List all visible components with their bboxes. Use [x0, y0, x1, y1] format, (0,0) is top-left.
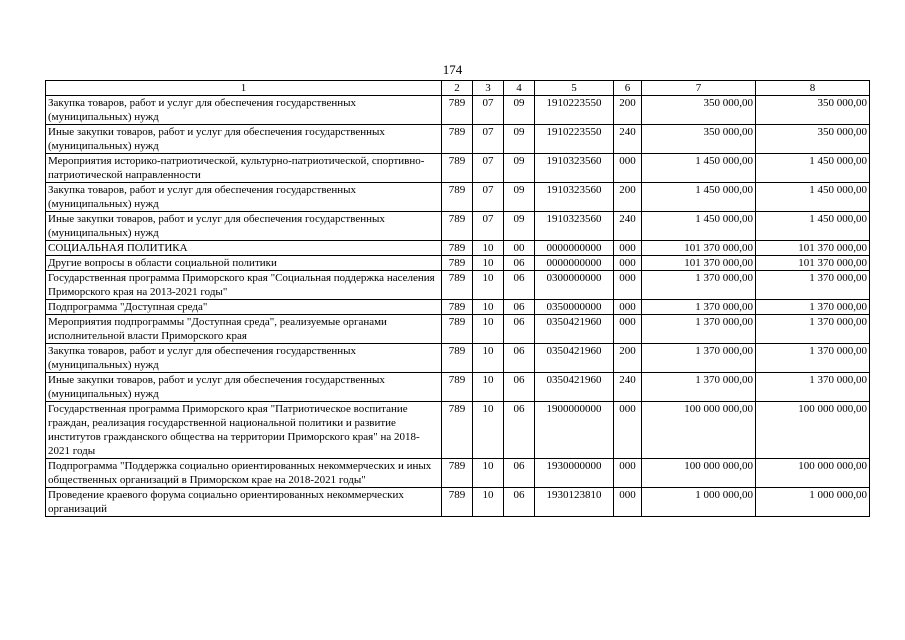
row-section-cell: 10 [473, 271, 504, 300]
row-subsection-cell: 06 [504, 300, 535, 315]
row-section-cell: 10 [473, 488, 504, 517]
row-amount-cell: 1 450 000,00 [756, 183, 870, 212]
table-row [46, 241, 870, 256]
row-code-cell: 789 [442, 315, 473, 344]
row-amount-cell: 1 370 000,00 [642, 271, 756, 300]
row-type-cell: 240 [614, 373, 642, 402]
row-subsection-cell: 09 [504, 154, 535, 183]
row-type-cell: 240 [614, 125, 642, 154]
row-type-cell: 000 [614, 402, 642, 459]
row-code-cell: 789 [442, 241, 473, 256]
row-name-cell: Подпрограмма "Поддержка социально ориентированных некоммерческих и иных общественных организаций в Приморском крае на 2018-2021 годы" [46, 459, 442, 488]
row-amount-cell: 1 450 000,00 [642, 183, 756, 212]
row-name-cell: Закупка товаров, работ и услуг для обеспечения государственных (муниципальных) нужд [46, 183, 442, 212]
row-target-cell: 1910223550 [535, 125, 614, 154]
row-amount-cell: 1 450 000,00 [756, 212, 870, 241]
row-target-cell: 1930000000 [535, 459, 614, 488]
row-section-cell: 10 [473, 315, 504, 344]
row-amount-cell: 1 370 000,00 [642, 300, 756, 315]
row-section-cell: 10 [473, 300, 504, 315]
row-code-cell: 789 [442, 183, 473, 212]
row-code-cell: 789 [442, 344, 473, 373]
page-number: 174 [442, 62, 463, 77]
table-body [46, 96, 870, 517]
row-subsection-cell: 09 [504, 183, 535, 212]
row-amount-cell: 1 370 000,00 [756, 344, 870, 373]
row-target-cell: 1910323560 [535, 212, 614, 241]
row-code-cell: 789 [442, 212, 473, 241]
table-row [46, 256, 870, 271]
row-code-cell: 789 [442, 459, 473, 488]
table-row [46, 300, 870, 315]
row-code-cell: 789 [442, 256, 473, 271]
row-target-cell: 0000000000 [535, 256, 614, 271]
row-subsection-cell: 06 [504, 315, 535, 344]
row-type-cell: 000 [614, 241, 642, 256]
row-subsection-cell: 09 [504, 96, 535, 125]
row-target-cell: 1900000000 [535, 402, 614, 459]
row-section-cell: 07 [473, 212, 504, 241]
row-type-cell: 000 [614, 488, 642, 517]
table-row [46, 373, 870, 402]
row-subsection-cell: 06 [504, 459, 535, 488]
row-target-cell: 0350421960 [535, 373, 614, 402]
row-subsection-cell: 09 [504, 212, 535, 241]
row-target-cell: 0300000000 [535, 271, 614, 300]
row-amount-cell: 1 000 000,00 [642, 488, 756, 517]
budget-table [45, 80, 870, 517]
row-amount-cell: 1 000 000,00 [756, 488, 870, 517]
row-subsection-cell: 06 [504, 271, 535, 300]
row-type-cell: 240 [614, 212, 642, 241]
row-target-cell: 1930123810 [535, 488, 614, 517]
row-code-cell: 789 [442, 271, 473, 300]
row-subsection-cell: 06 [504, 256, 535, 271]
row-amount-cell: 101 370 000,00 [642, 256, 756, 271]
row-amount-cell: 350 000,00 [756, 96, 870, 125]
row-name-cell: Иные закупки товаров, работ и услуг для обеспечения государственных (муниципальных) нужд [46, 212, 442, 241]
row-type-cell: 000 [614, 315, 642, 344]
header-cell: 4 [504, 81, 535, 96]
row-name-cell: Государственная программа Приморского края "Социальная поддержка населения Приморского края на 2013-2021 годы" [46, 271, 442, 300]
row-amount-cell: 101 370 000,00 [642, 241, 756, 256]
header-cell: 3 [473, 81, 504, 96]
header-cell: 6 [614, 81, 642, 96]
row-code-cell: 789 [442, 96, 473, 125]
row-amount-cell: 1 370 000,00 [756, 315, 870, 344]
row-amount-cell: 1 450 000,00 [642, 154, 756, 183]
row-type-cell: 200 [614, 96, 642, 125]
row-subsection-cell: 06 [504, 488, 535, 517]
header-cell: 8 [756, 81, 870, 96]
header-cell: 2 [442, 81, 473, 96]
row-name-cell: Мероприятия историко-патриотической, культурно-патриотической, спортивно-патриотической направленности [46, 154, 442, 183]
row-name-cell: Мероприятия подпрограммы "Доступная среда", реализуемые органами исполнительной власти Приморского края [46, 315, 442, 344]
table-row [46, 271, 870, 300]
table-row [46, 183, 870, 212]
row-type-cell: 000 [614, 300, 642, 315]
row-amount-cell: 1 370 000,00 [756, 271, 870, 300]
row-name-cell: Иные закупки товаров, работ и услуг для обеспечения государственных (муниципальных) нужд [46, 373, 442, 402]
row-section-cell: 07 [473, 125, 504, 154]
row-section-cell: 10 [473, 241, 504, 256]
row-type-cell: 200 [614, 183, 642, 212]
row-amount-cell: 1 370 000,00 [756, 300, 870, 315]
row-type-cell: 000 [614, 459, 642, 488]
row-amount-cell: 1 370 000,00 [756, 373, 870, 402]
row-amount-cell: 1 450 000,00 [756, 154, 870, 183]
row-section-cell: 07 [473, 96, 504, 125]
row-target-cell: 0350000000 [535, 300, 614, 315]
table-row [46, 154, 870, 183]
row-amount-cell: 350 000,00 [642, 96, 756, 125]
row-type-cell: 000 [614, 271, 642, 300]
row-target-cell: 1910223550 [535, 96, 614, 125]
row-name-cell: Подпрограмма "Доступная среда" [46, 300, 442, 315]
header-cell: 7 [642, 81, 756, 96]
row-code-cell: 789 [442, 402, 473, 459]
row-amount-cell: 100 000 000,00 [756, 459, 870, 488]
row-amount-cell: 350 000,00 [756, 125, 870, 154]
row-name-cell: Иные закупки товаров, работ и услуг для обеспечения государственных (муниципальных) нужд [46, 125, 442, 154]
row-section-cell: 10 [473, 459, 504, 488]
row-target-cell: 1910323560 [535, 183, 614, 212]
row-name-cell: Другие вопросы в области социальной политики [46, 256, 442, 271]
row-code-cell: 789 [442, 125, 473, 154]
row-subsection-cell: 06 [504, 344, 535, 373]
row-type-cell: 000 [614, 154, 642, 183]
row-name-cell: Закупка товаров, работ и услуг для обеспечения государственных (муниципальных) нужд [46, 96, 442, 125]
row-target-cell: 0350421960 [535, 315, 614, 344]
row-subsection-cell: 06 [504, 402, 535, 459]
row-section-cell: 07 [473, 154, 504, 183]
row-amount-cell: 1 370 000,00 [642, 315, 756, 344]
row-code-cell: 789 [442, 488, 473, 517]
row-amount-cell: 100 000 000,00 [642, 402, 756, 459]
header-row [46, 81, 870, 96]
row-section-cell: 10 [473, 402, 504, 459]
row-section-cell: 10 [473, 373, 504, 402]
table-row [46, 488, 870, 517]
row-code-cell: 789 [442, 154, 473, 183]
row-section-cell: 07 [473, 183, 504, 212]
row-subsection-cell: 00 [504, 241, 535, 256]
table-row [46, 212, 870, 241]
row-target-cell: 0000000000 [535, 241, 614, 256]
table-row [46, 344, 870, 373]
header-cell: 1 [46, 81, 442, 96]
row-amount-cell: 100 000 000,00 [642, 459, 756, 488]
row-amount-cell: 1 370 000,00 [642, 373, 756, 402]
row-type-cell: 200 [614, 344, 642, 373]
row-amount-cell: 350 000,00 [642, 125, 756, 154]
row-target-cell: 0350421960 [535, 344, 614, 373]
row-section-cell: 10 [473, 344, 504, 373]
row-code-cell: 789 [442, 373, 473, 402]
row-name-cell: Проведение краевого форума социально ориентированных некоммерческих организаций [46, 488, 442, 517]
row-code-cell: 789 [442, 300, 473, 315]
row-amount-cell: 1 450 000,00 [642, 212, 756, 241]
row-amount-cell: 101 370 000,00 [756, 241, 870, 256]
row-subsection-cell: 09 [504, 125, 535, 154]
row-type-cell: 000 [614, 256, 642, 271]
table-row [46, 125, 870, 154]
table-row [46, 459, 870, 488]
row-section-cell: 10 [473, 256, 504, 271]
row-name-cell: СОЦИАЛЬНАЯ ПОЛИТИКА [46, 241, 442, 256]
row-amount-cell: 1 370 000,00 [642, 344, 756, 373]
row-name-cell: Государственная программа Приморского края "Патриотическое воспитание граждан, реализация государственной национальной политики и развитие институтов гражданского общества на территории Приморского края" на 2018-2021 годы [46, 402, 442, 459]
row-name-cell: Закупка товаров, работ и услуг для обеспечения государственных (муниципальных) нужд [46, 344, 442, 373]
row-amount-cell: 100 000 000,00 [756, 402, 870, 459]
row-subsection-cell: 06 [504, 373, 535, 402]
table-row [46, 315, 870, 344]
table-row [46, 402, 870, 459]
table-row [46, 96, 870, 125]
row-amount-cell: 101 370 000,00 [756, 256, 870, 271]
header-cell: 5 [535, 81, 614, 96]
row-target-cell: 1910323560 [535, 154, 614, 183]
